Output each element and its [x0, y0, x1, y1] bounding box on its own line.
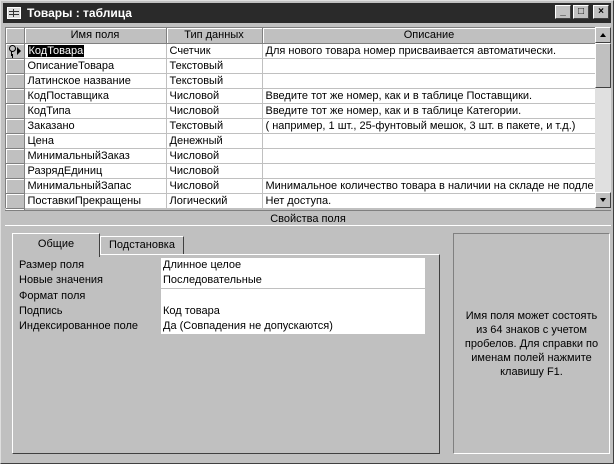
- row-selector[interactable]: [6, 133, 24, 148]
- field-grid: [5, 27, 595, 208]
- description-cell[interactable]: [262, 103, 596, 118]
- tab-general[interactable]: Общие: [12, 233, 100, 257]
- table-row[interactable]: [6, 103, 596, 118]
- property-value-field[interactable]: Последовательные: [161, 273, 425, 288]
- table-row[interactable]: [6, 88, 596, 103]
- row-selector[interactable]: [6, 88, 24, 103]
- field-name-cell[interactable]: [24, 193, 166, 208]
- description-cell-text: Нет доступа.: [265, 194, 332, 207]
- property-label: Подпись: [19, 304, 63, 317]
- field-name-cell[interactable]: [24, 103, 166, 118]
- field-name-cell[interactable]: [24, 118, 166, 133]
- description-cell[interactable]: [262, 133, 596, 148]
- field-name-cell-text: РазрядЕдиниц: [27, 164, 103, 177]
- field-name-cell[interactable]: [24, 43, 166, 58]
- data-type-cell-text: Числовой: [169, 104, 220, 117]
- data-type-cell-text: Числовой: [169, 89, 220, 102]
- title-bar[interactable]: [3, 3, 611, 23]
- field-name-cell-text: КодТовара: [28, 44, 84, 57]
- window-controls: [555, 5, 609, 19]
- description-cell[interactable]: [262, 178, 596, 193]
- grid-header-row: [6, 28, 596, 43]
- data-type-cell[interactable]: [166, 193, 262, 208]
- data-type-cell-text: Числовой: [169, 179, 220, 192]
- property-value-field[interactable]: Длинное целое: [161, 258, 425, 273]
- description-cell[interactable]: [262, 73, 596, 88]
- data-type-cell[interactable]: [166, 88, 262, 103]
- description-cell[interactable]: [262, 88, 596, 103]
- property-value-field[interactable]: Код товара: [161, 304, 425, 319]
- field-name-cell[interactable]: [24, 178, 166, 193]
- help-hint-text: Имя поля может состоять из 64 знаков с учетом пробелов. Для справки по именам полей нажмите клавишу F1.: [464, 309, 599, 378]
- property-label: Размер поля: [19, 259, 85, 271]
- property-row: [19, 258, 429, 273]
- table-row[interactable]: [6, 163, 596, 178]
- description-cell-text: Введите тот же номер, как и в таблице Категории.: [265, 104, 522, 117]
- data-type-cell-text: Денежный: [169, 134, 223, 147]
- maximize-button[interactable]: □: [573, 5, 589, 19]
- data-type-cell[interactable]: [166, 43, 262, 58]
- field-name-cell-text: МинимальныйЗапас: [27, 179, 132, 192]
- field-name-cell[interactable]: [24, 148, 166, 163]
- description-cell-text: Минимальное количество товара в наличии на складе не подле: [265, 179, 594, 192]
- data-type-cell-text: Числовой: [169, 164, 220, 177]
- description-cell-text: Введите тот же номер, как и в таблице Поставщики.: [265, 89, 533, 102]
- table-row[interactable]: [6, 193, 596, 208]
- scroll-thumb[interactable]: [595, 43, 611, 88]
- row-selector-header[interactable]: [6, 28, 24, 43]
- description-cell[interactable]: [262, 163, 596, 178]
- data-type-cell[interactable]: [166, 118, 262, 133]
- field-name-cell[interactable]: [24, 163, 166, 178]
- data-type-cell[interactable]: [166, 103, 262, 118]
- table-row[interactable]: [6, 43, 596, 58]
- field-name-cell[interactable]: [24, 58, 166, 73]
- table-row[interactable]: [6, 118, 596, 133]
- row-selector[interactable]: [6, 58, 24, 73]
- field-name-cell-text: ОписаниеТовара: [27, 59, 115, 72]
- grid-vertical-scrollbar[interactable]: [595, 27, 611, 208]
- description-cell[interactable]: [262, 58, 596, 73]
- data-type-cell-text: Логический: [169, 194, 228, 207]
- row-selector[interactable]: [6, 43, 24, 58]
- field-name-cell[interactable]: [24, 88, 166, 103]
- data-type-cell[interactable]: [166, 73, 262, 88]
- property-label: Новые значения: [19, 274, 104, 287]
- field-name-cell-text: Цена: [27, 134, 54, 147]
- field-properties-header: Свойства поля: [5, 210, 611, 226]
- data-type-cell[interactable]: [166, 58, 262, 73]
- close-button[interactable]: ×: [593, 5, 609, 19]
- field-name-cell-text: МинимальныйЗаказ: [27, 149, 130, 162]
- data-type-cell[interactable]: [166, 133, 262, 148]
- data-type-cell-text: Текстовый: [169, 119, 224, 132]
- description-cell-text: Для нового товара номер присваивается автоматически.: [265, 44, 557, 57]
- help-hint-panel: [453, 233, 610, 454]
- property-row: [19, 289, 429, 304]
- column-header-field-name[interactable]: Имя поля: [24, 28, 166, 43]
- property-row: [19, 273, 429, 288]
- property-label: Индексированное поле: [19, 320, 138, 333]
- data-type-cell-text: Счетчик: [169, 44, 211, 57]
- property-label: Формат поля: [19, 289, 86, 302]
- description-cell[interactable]: [262, 193, 596, 208]
- key-icon: [8, 45, 16, 56]
- description-cell[interactable]: [262, 43, 596, 58]
- row-selector[interactable]: [6, 118, 24, 133]
- row-selector[interactable]: [6, 163, 24, 178]
- window-title: Товары : таблица: [27, 6, 132, 20]
- row-pointer-icon: [17, 47, 21, 55]
- property-row: [19, 304, 429, 319]
- table-row[interactable]: [6, 133, 596, 148]
- column-header-description[interactable]: Описание: [262, 28, 596, 43]
- property-row: [19, 319, 429, 334]
- row-selector[interactable]: [6, 148, 24, 163]
- field-name-cell-text: КодПоставщика: [27, 89, 109, 102]
- description-cell[interactable]: [262, 118, 596, 133]
- row-selector[interactable]: [6, 103, 24, 118]
- scroll-up-button[interactable]: [595, 27, 611, 43]
- minimize-button[interactable]: _: [555, 5, 571, 19]
- data-type-cell-text: Текстовый: [169, 59, 224, 72]
- row-selector[interactable]: [6, 73, 24, 88]
- table-icon[interactable]: [7, 7, 21, 19]
- general-properties-panel: [12, 254, 440, 454]
- data-type-cell[interactable]: [166, 148, 262, 163]
- description-cell[interactable]: [262, 148, 596, 163]
- tab-lookup[interactable]: Подстановка: [100, 236, 184, 255]
- data-type-cell-text: Числовой: [169, 149, 220, 162]
- property-value-field[interactable]: [161, 289, 425, 304]
- property-value-field[interactable]: Да (Совпадения не допускаются): [161, 319, 425, 334]
- data-type-cell[interactable]: [166, 163, 262, 178]
- description-cell-text: ( например, 1 шт., 25-фунтовый мешок, 3 шт. в пакете, и т.д.): [265, 119, 576, 132]
- table-row[interactable]: [6, 148, 596, 163]
- field-name-cell[interactable]: [24, 73, 166, 88]
- row-selector[interactable]: [6, 193, 24, 208]
- column-header-data-type[interactable]: Тип данных: [166, 28, 262, 43]
- row-selector[interactable]: [6, 178, 24, 193]
- data-type-cell[interactable]: [166, 178, 262, 193]
- field-name-cell-text: Заказано: [27, 119, 75, 132]
- table-row[interactable]: [6, 178, 596, 193]
- field-name-cell-text: Латинское название: [27, 74, 131, 87]
- field-name-cell[interactable]: [24, 133, 166, 148]
- data-type-cell-text: Текстовый: [169, 74, 224, 87]
- scroll-down-button[interactable]: [595, 192, 611, 208]
- table-row[interactable]: [6, 73, 596, 88]
- table-row[interactable]: [6, 58, 596, 73]
- field-name-cell-text: КодТипа: [27, 104, 71, 117]
- field-name-cell-text: ПоставкиПрекращены: [27, 194, 142, 207]
